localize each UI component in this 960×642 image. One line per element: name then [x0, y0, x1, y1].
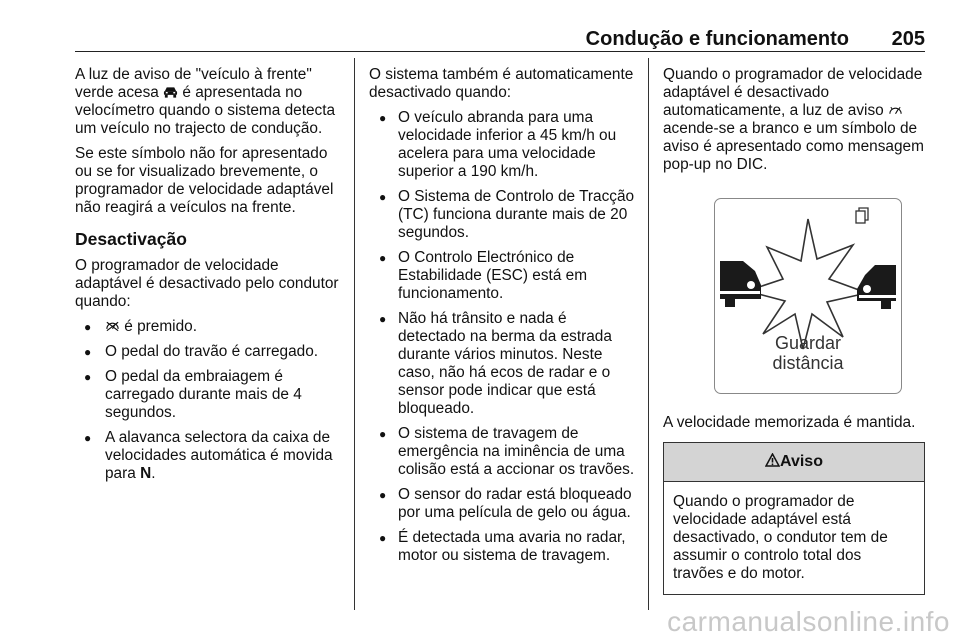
figure-label-line2: distância [772, 353, 844, 373]
warning-title: Aviso [780, 453, 823, 470]
message-page-icon [856, 208, 868, 223]
heading-deactivation: Desactivação [75, 229, 187, 249]
bullet-icon: ● [379, 251, 387, 265]
column-divider [354, 58, 355, 610]
column-right [663, 66, 931, 595]
list-item: ● O pedal da embraiagem é carregado durante mais de 4 segundos. [84, 368, 302, 421]
watermark: carmanualsonline.info [667, 606, 950, 637]
list-item: ● O sistema de travagem de emergência na iminência de uma colisão está a accionar os travões. [379, 425, 635, 478]
list-item: ● O sensor do radar está bloqueado por uma película de gelo ou água. [379, 486, 632, 521]
figure-caption: A velocidade memorizada é mantida. [663, 414, 916, 431]
bullet-icon: ● [379, 488, 387, 502]
warning-body: Quando o programador de velocidade adaptável está desactivado, o condutor tem de assumir o controlo total dos travões e do motor. [673, 493, 888, 582]
bullet-icon: ● [84, 320, 92, 334]
cruise-control-indicator-icon [888, 104, 903, 116]
dic-warning-figure [714, 198, 902, 394]
paragraph-auto-deactivation-intro: O sistema também é automaticamente desactivado quando: [369, 66, 634, 101]
column-divider [648, 58, 649, 610]
bullet-icon: ● [84, 345, 92, 359]
list-item: ● O veículo abranda para uma velocidade inferior a 45 km/h ou acelera para uma velocidade superior a 190 km/h. [379, 109, 617, 180]
warning-triangle-icon [765, 453, 780, 467]
section-title: Condução e funcionamento [585, 28, 849, 50]
warning-box [663, 442, 925, 595]
list-item: ● A alavanca selectora da caixa de velocidades automática é movida para N. [84, 429, 333, 482]
list-item: ● é premido. [84, 318, 197, 335]
figure-label-line1: Guardar [774, 333, 842, 353]
bullet-icon: ● [379, 531, 387, 545]
list-item: ● Não há trânsito e nada é detectado na berma da estrada durante vários minutos. Neste caso, não há ecos de radar e o sensor pode indicar que está bloqueado. [379, 310, 612, 417]
bullet-icon: ● [379, 190, 387, 204]
column-middle [369, 66, 637, 572]
page-number: 205 [891, 28, 925, 50]
paragraph-auto-deactivated: Quando o programador de velocidade adaptável é desactivado automaticamente, a luz de aviso acende-se a branco e um símbolo de aviso é apresentado como mensagem pop-up no DIC. [663, 66, 924, 173]
vehicle-ahead-icon [163, 86, 178, 98]
column-left [75, 66, 343, 490]
auto-deactivation-list [369, 109, 637, 565]
bullet-icon: ● [379, 111, 387, 125]
figure-label [715, 333, 901, 373]
page-header [75, 24, 925, 52]
warning-header [664, 443, 924, 482]
paragraph-no-symbol: Se este símbolo não for apresentado ou se for visualizado brevemente, o programador de velocidade adaptável não reagirá a veículos na frente. [75, 145, 334, 216]
bullet-icon: ● [84, 431, 92, 445]
paragraph-deactivation-intro: O programador de velocidade adaptável é desactivado pelo condutor quando: [75, 257, 339, 310]
header-rule [75, 51, 925, 52]
bullet-icon: ● [379, 312, 387, 326]
list-item: ● O pedal do travão é carregado. [84, 343, 319, 360]
cruise-control-off-icon [105, 320, 120, 332]
list-item: ● O Sistema de Controlo de Tracção (TC) funciona durante mais de 20 segundos. [379, 188, 635, 241]
paragraph-vehicle-ahead: A luz de aviso de "veículo à frente" verde acesa é apresentada no velocímetro quando o sistema detecta um veículo no trajecto de condução. [75, 66, 336, 137]
list-item: ● O Controlo Electrónico de Estabilidade (ESC) está em funcionamento. [379, 249, 588, 302]
bullet-icon: ● [84, 370, 92, 384]
list-item: ● É detectada uma avaria no radar, motor ou sistema de travagem. [379, 529, 626, 564]
deactivation-list [75, 318, 343, 483]
bullet-icon: ● [379, 427, 387, 441]
